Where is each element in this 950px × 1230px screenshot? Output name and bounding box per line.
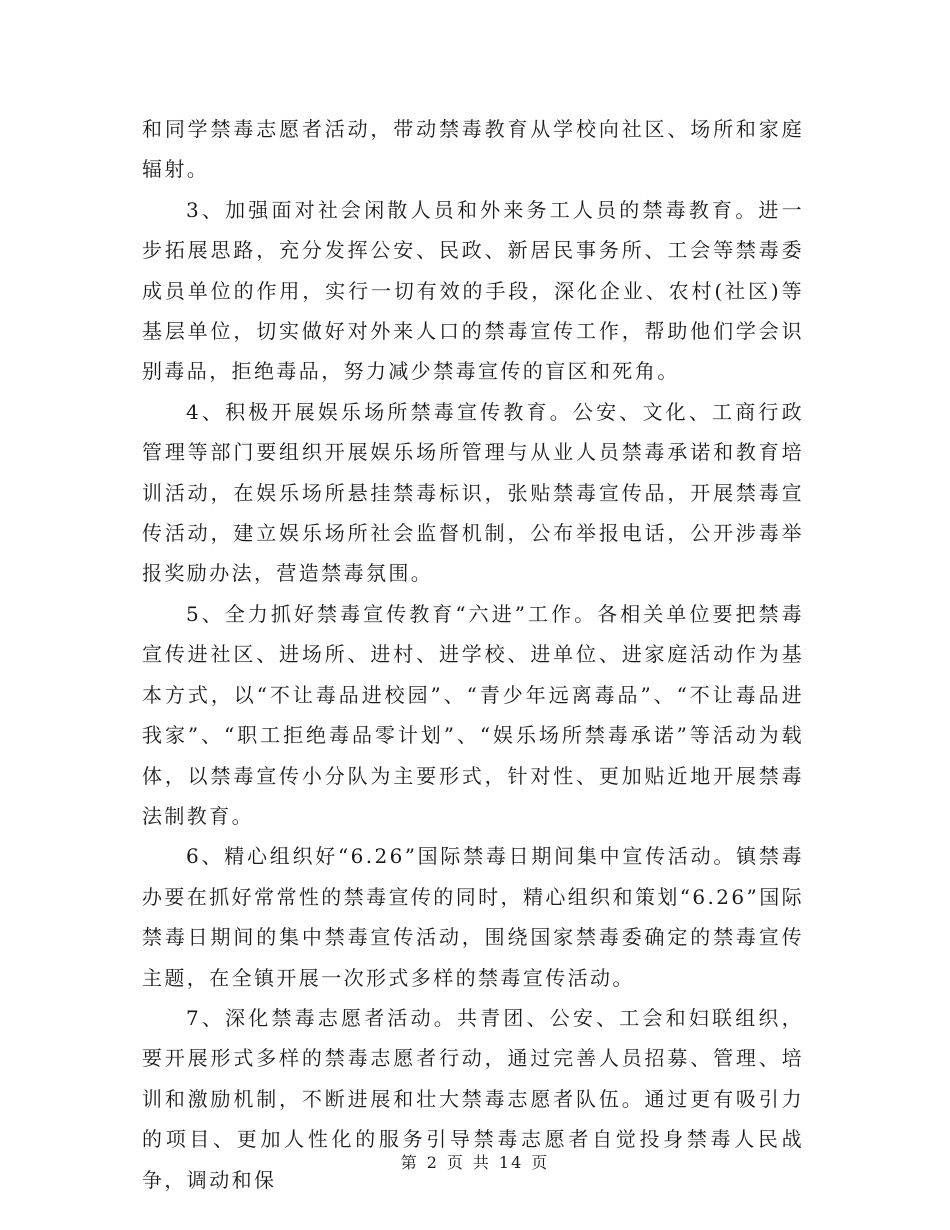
- paragraph-item-5: 5、全力抓好禁毒宣传教育“六进”工作。各相关单位要把禁毒宣传进社区、进场所、进村、进学校、进单位、进家庭活动作为基本方式，以“不让毒品进校园”、“青少年远离毒品”、“不让毒品进我家”、“职工拒绝毒品零计划”、“娱乐场所禁毒承诺”等活动为载体，以禁毒宣传小分队为主要形式，针对性、更加贴近地开展禁毒法制教育。: [142, 601, 804, 828]
- footer-page-word: 页: [446, 1153, 465, 1172]
- footer-suffix: 页: [531, 1153, 550, 1172]
- page-number: 2: [426, 1153, 439, 1172]
- paragraph-continuation: 和同学禁毒志愿者活动，带动禁毒教育从学校向社区、场所和家庭辐射。: [142, 117, 804, 182]
- paragraph-item-6: 6、精心组织好“6.26”国际禁毒日期间集中宣传活动。镇禁毒办要在抓好常常性的禁毒宣传的同时，精心组织和策划“6.26”国际禁毒日期间的集中禁毒宣传活动，围绕国家禁毒委确定的禁毒宣传主题，在全镇开展一次形式多样的禁毒宣传活动。: [142, 844, 804, 990]
- footer-prefix: 第: [400, 1153, 419, 1172]
- page-footer: [0, 1150, 950, 1173]
- footer-total-word: 共: [472, 1153, 491, 1172]
- paragraph-item-3: 3、加强面对社会闲散人员和外来务工人员的禁毒教育。进一步拓展思路，充分发挥公安、民政、新居民事务所、工会等禁毒委成员单位的作用，实行一切有效的手段，深化企业、农村(社区)等基层单位，切实做好对外来人口的禁毒宣传工作，帮助他们学会识别毒品，拒绝毒品，努力减少禁毒宣传的盲区和死角。: [142, 197, 804, 384]
- paragraph-item-7: 7、深化禁毒志愿者活动。共青团、公安、工会和妇联组织，要开展形式多样的禁毒志愿者行动，通过完善人员招募、管理、培训和激励机制，不断进展和壮大禁毒志愿者队伍。通过更有吸引力的项目、更加人性化的服务引导禁毒志愿者自觉投身禁毒人民战争，调动和保: [142, 1005, 804, 1192]
- total-pages: 14: [498, 1153, 524, 1172]
- paragraph-item-4: 4、积极开展娱乐场所禁毒宣传教育。公安、文化、工商行政管理等部门要组织开展娱乐场所管理与从业人员禁毒承诺和教育培训活动，在娱乐场所悬挂禁毒标识，张贴禁毒宣传品，开展禁毒宣传活动，建立娱乐场所社会监督机制，公布举报电话，公开涉毒举报奖励办法，营造禁毒氛围。: [142, 399, 804, 586]
- body-text: [142, 109, 804, 1200]
